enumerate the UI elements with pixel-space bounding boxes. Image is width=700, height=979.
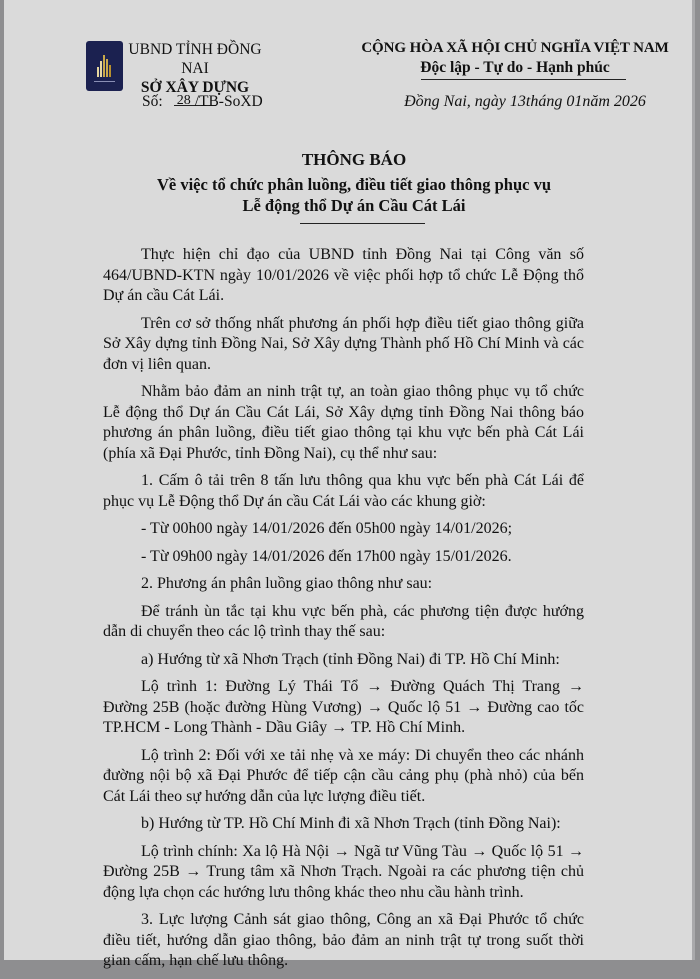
document-number-suffix: /TB-SoXD <box>194 93 263 110</box>
paragraph-coordination: Trên cơ sở thống nhất phương án phối hợp điều tiết giao thông giữa Sở Xây dựng tỉnh Đồng Nai, Sở Xây dựng Thành phố Hồ Chí Minh và các đơn vị liên quan. <box>103 314 584 373</box>
document-title <box>4 149 700 224</box>
document-type: THÔNG BÁO <box>301 150 407 169</box>
document-number-label: Số: <box>142 93 163 110</box>
national-motto: Độc lập - Tự do - Hạnh phúc <box>420 59 610 76</box>
paragraph-announcement: Nhằm bảo đảm an ninh trật tự, an toàn giao thông phục vụ tổ chức Lễ động thổ Dự án Cầu Cát Lái, Sở Xây dựng tỉnh Đồng Nai thông báo phương án phân luồng, điều tiết giao thông tại khu vực bến phà Cát Lái (phía xã Đại Phước, tỉnh Đồng Nai), cụ thể như sau: <box>103 383 584 462</box>
document-number <box>142 93 263 111</box>
paragraph-directive: Thực hiện chỉ đạo của UBND tỉnh Đồng Nai tại Công văn số 464/UBND-KTN ngày 10/01/2026 về việc phối hợp tổ chức Lễ Động thổ Dự án cầu Cát Lái. <box>103 246 584 304</box>
nation-name: CỘNG HÒA XÃ HỘI CHỦ NGHĨA VIỆT NAM <box>361 40 669 56</box>
document-body <box>103 245 584 979</box>
direction-b-heading: b) Hướng từ TP. Hồ Chí Minh đi xã Nhơn Trạch (tỉnh Đồng Nai): <box>141 815 561 832</box>
divider <box>300 223 425 224</box>
paragraph-item-1: 1. Cấm ô tải trên 8 tấn lưu thông qua khu vực bến phà Cát Lái để phục vụ Lễ Động thổ Dự án cầu Cát Lái vào các khung giờ: <box>103 472 584 510</box>
route-1: Lộ trình 1: Đường Lý Thái Tổ → Đường Quách Thị Trang → Đường 25B (hoặc đường Hùng Vương) → Quốc lộ 51 → Đường cao tốc TP.HCM - Long Thành - Dầu Giây → TP. Hồ Chí Minh. <box>103 678 584 736</box>
department-name: SỞ XÂY DỰNG <box>140 79 250 96</box>
subject-line-1: Về việc tổ chức phân luồng, điều tiết giao thông phục vụ <box>156 175 552 194</box>
time-window-1: - Từ 00h00 ngày 14/01/2026 đến 05h00 ngày 14/01/2026; <box>141 520 513 537</box>
direction-a-heading: a) Hướng từ xã Nhơn Trạch (tỉnh Đồng Nai) đi TP. Hồ Chí Minh: <box>141 650 560 668</box>
paragraph-item-3: 3. Lực lượng Cảnh sát giao thông, Công an xã Đại Phước tổ chức điều tiết, hướng dẫn giao thông, bảo đảm an ninh trật tự trong suốt thời gian cấm, hạn chế lưu thông. <box>103 911 584 969</box>
paragraph-alternate-routes: Để tránh ùn tắc tại khu vực bến phà, các phương tiện được hướng dẫn di chuyển theo các lộ trình thay thế sau: <box>103 602 584 640</box>
route-2: Lộ trình 2: Đối với xe tải nhẹ và xe máy: Di chuyển theo các nhánh đường nội bộ xã Đại Phước để tiếp cận cầu cảng phụ (phà nhỏ) của bến Cát Lái theo sự hướng dẫn của lực lượng điều tiết. <box>103 746 584 805</box>
subject-line-2: Lễ động thổ Dự án Cầu Cát Lái <box>242 196 466 215</box>
national-heading <box>340 38 690 111</box>
main-route: Lộ trình chính: Xa lộ Hà Nội → Ngã tư Vũng Tàu → Quốc lộ 51 → Đường 25B → Trung tâm xã Nhơn Trạch. Ngoài ra các phương tiện chủ động lựa chọn các hướng lưu thông khác theo nhu cầu hành trình. <box>103 842 584 901</box>
province-committee-name: UBND TỈNH ĐỒNG NAI <box>128 41 262 77</box>
document-number-value: 28 <box>176 93 191 108</box>
document-page <box>4 0 695 969</box>
place-date: Đồng Nai, ngày 13tháng 01năm 2026 <box>404 93 646 110</box>
time-window-2: - Từ 09h00 ngày 14/01/2026 đến 17h00 ngày 15/01/2026. <box>141 547 512 565</box>
paragraph-item-2: 2. Phương án phân luồng giao thông như sau: <box>141 575 433 592</box>
divider <box>421 79 626 80</box>
